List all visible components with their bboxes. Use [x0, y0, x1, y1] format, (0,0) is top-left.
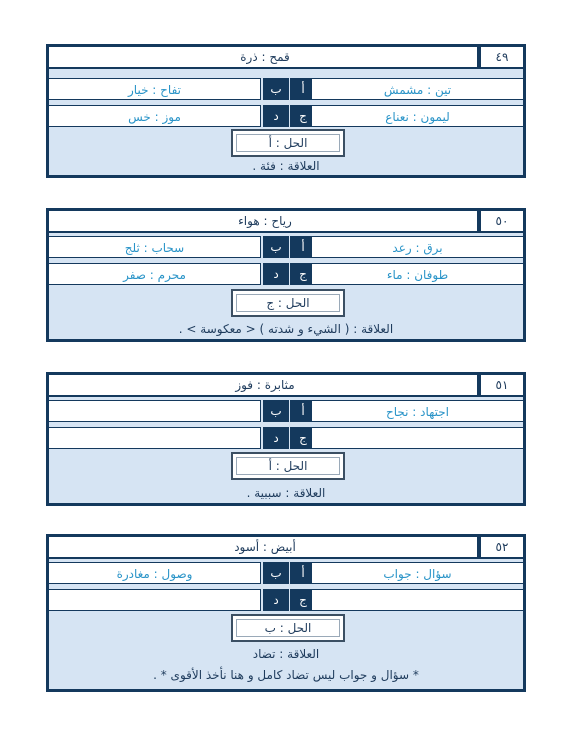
letter-c[interactable]: ج [290, 427, 316, 449]
option-a[interactable]: سؤال : جواب [311, 562, 523, 584]
solution-box [231, 129, 345, 157]
options-row-bottom [49, 589, 523, 611]
question-stem: رياح : هواء [49, 211, 481, 231]
solution-text: الحل : أ [268, 136, 308, 150]
option-c[interactable]: طوفان : ماء [311, 263, 523, 285]
question-card-51 [46, 372, 526, 506]
letter-b[interactable]: ب [263, 562, 289, 584]
option-a[interactable]: اجتهاد : نجاح [311, 400, 523, 422]
option-b[interactable]: تفاح : خيار [49, 78, 261, 100]
solution-box [231, 614, 345, 642]
question-number: ٥٢ [479, 537, 523, 557]
question-number: ٥٠ [479, 211, 523, 231]
option-b[interactable]: وصول : مغادرة [49, 562, 261, 584]
relation-text: العلاقة : تضاد [252, 647, 320, 661]
relation-text: العلاقة : سببية . [246, 486, 326, 500]
options-row-bottom [49, 263, 523, 285]
question-header [49, 211, 523, 233]
letter-d[interactable]: د [263, 427, 289, 449]
option-b[interactable]: سحاب : ثلج [49, 236, 261, 258]
option-b[interactable] [49, 400, 261, 422]
options-row-top [49, 78, 523, 100]
letter-c[interactable]: ج [290, 105, 316, 127]
letter-b[interactable]: ب [263, 400, 289, 422]
question-number: ٥١ [479, 375, 523, 395]
question-header [49, 47, 523, 69]
options-row-top [49, 400, 523, 422]
options-row-bottom [49, 427, 523, 449]
question-card-50 [46, 208, 526, 342]
relation-text: العلاقة : ( الشيء و شدته ) < معكوسة > . [178, 322, 394, 336]
letter-d[interactable]: د [263, 589, 289, 611]
question-stem: قمح : ذرة [49, 47, 481, 67]
letter-b[interactable]: ب [263, 236, 289, 258]
question-stem: أبيض : أسود [49, 537, 481, 557]
solution-box [231, 289, 345, 317]
solution-box [231, 452, 345, 480]
note-text: * سؤال و جواب ليس تضاد كامل و هنا نأخذ الأقوى * . [153, 668, 419, 682]
solution-text: الحل : ب [264, 621, 312, 635]
question-number: ٤٩ [479, 47, 523, 67]
option-a[interactable]: تين : مشمش [311, 78, 523, 100]
option-d[interactable] [49, 427, 261, 449]
options-row-bottom [49, 105, 523, 127]
option-c[interactable]: ليمون : نعناع [311, 105, 523, 127]
question-stem: مثابرة : فوز [49, 375, 481, 395]
option-c[interactable] [311, 589, 523, 611]
letter-a[interactable]: أ [290, 236, 316, 258]
solution-text: الحل : أ [268, 459, 308, 473]
question-card-49 [46, 44, 526, 178]
letter-a[interactable]: أ [290, 400, 316, 422]
option-a[interactable]: برق : رعد [311, 236, 523, 258]
options-row-top [49, 236, 523, 258]
letter-a[interactable]: أ [290, 562, 316, 584]
letter-a[interactable]: أ [290, 78, 316, 100]
relation-text: العلاقة : فئة . [252, 159, 320, 173]
option-c[interactable] [311, 427, 523, 449]
options-row-top [49, 562, 523, 584]
option-d[interactable] [49, 589, 261, 611]
letter-c[interactable]: ج [290, 263, 316, 285]
option-d[interactable]: محرم : صفر [49, 263, 261, 285]
letter-c[interactable]: ج [290, 589, 316, 611]
question-header [49, 375, 523, 397]
letter-d[interactable]: د [263, 105, 289, 127]
question-card-52 [46, 534, 526, 692]
option-d[interactable]: موز : خس [49, 105, 261, 127]
letter-b[interactable]: ب [263, 78, 289, 100]
question-header [49, 537, 523, 559]
solution-text: الحل : ج [266, 296, 310, 310]
letter-d[interactable]: د [263, 263, 289, 285]
